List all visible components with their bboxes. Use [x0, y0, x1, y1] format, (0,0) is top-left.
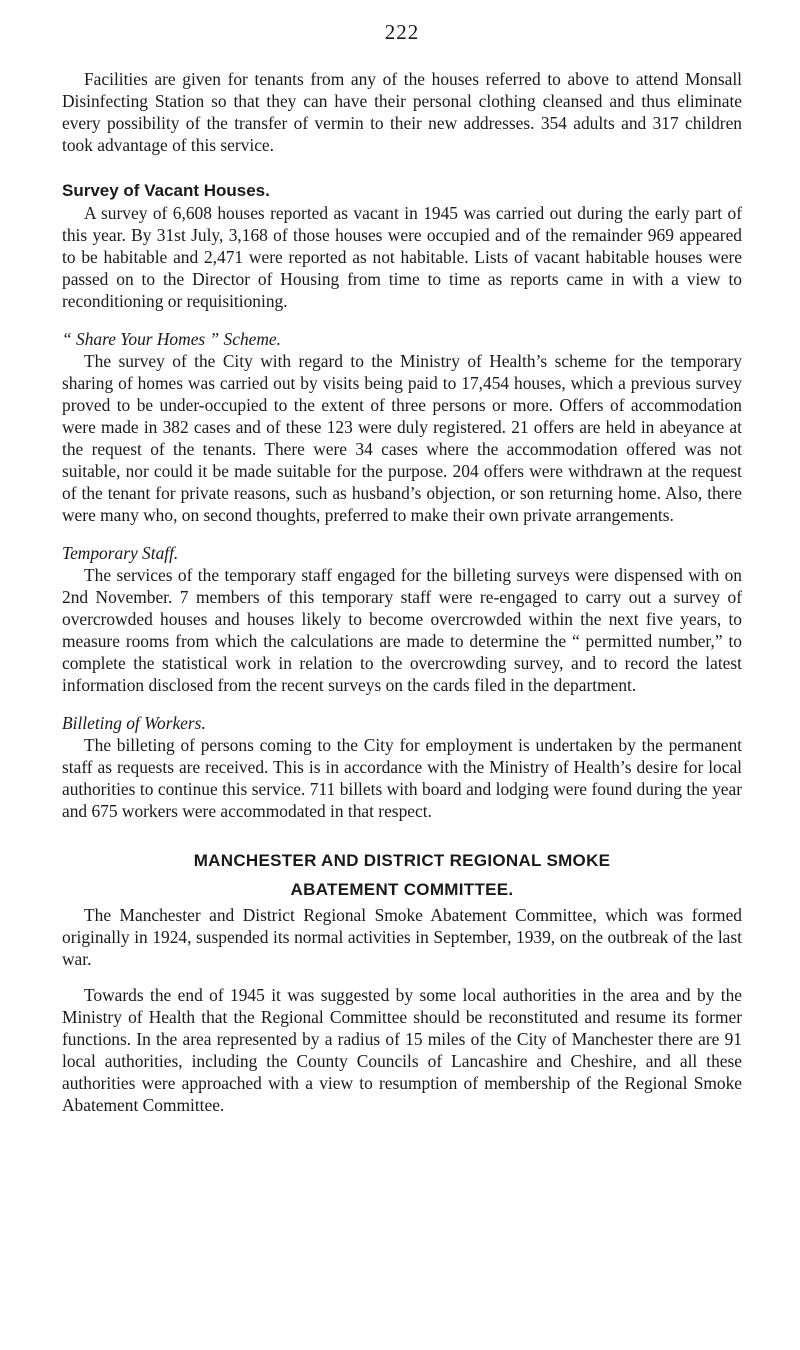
- smoke-abatement-section-title: [62, 846, 742, 904]
- smoke-committee-paragraph-2: Towards the end of 1945 it was suggested by some local authorities in the area and by the Ministry of Health that the Regional Committee should be reconstituted and resume its former functions. In the area represented by a radius of 15 miles of the City of Manchester there are 91 local authorities, including the County Councils of Lancashire and Cheshire, and all these authorities were approached with a view to resumption of membership of the Regional Smoke Abatement Committee.: [62, 985, 742, 1115]
- survey-vacant-houses-heading: Survey of Vacant Houses.: [62, 181, 270, 200]
- smoke-committee-paragraph-1: The Manchester and District Regional Smoke Abatement Committee, which was formed originally in 1924, suspended its normal activities in September, 1939, on the outbreak of the last war.: [62, 905, 742, 969]
- share-your-homes-heading: “ Share Your Homes ” Scheme.: [62, 329, 281, 349]
- billeting-workers-heading: Billeting of Workers.: [62, 713, 206, 733]
- smoke-title-line-2: ABATEMENT COMMITTEE.: [290, 880, 514, 899]
- share-your-homes-paragraph: The survey of the City with regard to the Ministry of Health’s scheme for the temporary sharing of homes was carried out by visits being paid to 17,454 houses, which a previous survey proved to be under-occupied to the extent of three persons or more. Offers of accommodation were made in 382 cases and of these 123 were duly registered. 21 offers are held in abeyance at the request of the tenants. There were 34 cases where the accommodation offered was not suitable, nor could it be made suitable for the purpose. 204 offers were withdrawn at the request of the tenant for private reasons, such as husband’s objection, or son returning home. Also, there were many who, on second thoughts, preferred to make their own private arrangements.: [62, 351, 742, 525]
- survey-vacant-houses-paragraph: A survey of 6,608 houses reported as vacant in 1945 was carried out during the early part of this year. By 31st July, 3,168 of those houses were occupied and of the remainder 969 appeared to be habitable and 2,471 were reported as not habitable. Lists of vacant habitable houses were passed on to the Director of Housing from time to time as reports came in with a view to reconditioning or requisitioning.: [62, 203, 742, 311]
- document-page: [62, 0, 742, 1116]
- smoke-title-line-1: MANCHESTER AND DISTRICT REGIONAL SMOKE: [193, 851, 611, 870]
- temporary-staff-paragraph: The services of the temporary staff engaged for the billeting surveys were dispensed with on 2nd November. 7 members of this temporary staff were re-engaged to carry out a survey of overcrowded houses and houses likely to become overcrowded within the next five years, to measure rooms from which the calculations are made to determine the “ permitted number,” to complete the statistical work in relation to the overcrowding survey, and to record the latest information disclosed from the recent surveys on the cards filed in the department.: [62, 565, 742, 695]
- page-number: 222: [384, 20, 420, 44]
- temporary-staff-heading: Temporary Staff.: [62, 543, 179, 563]
- billeting-workers-paragraph: The billeting of persons coming to the City for employment is undertaken by the permanent staff as requests are received. This is in accordance with the Ministry of Health’s desire for local authorities to continue this service. 711 billets with board and lodging were found during the year and 675 workers were accommodated in that respect.: [62, 735, 742, 821]
- disinfecting-paragraph: Facilities are given for tenants from any of the houses referred to above to attend Monsall Disinfecting Station so that they can have their personal clothing cleansed and thus eliminate every possibility of the transfer of vermin to their new addresses. 354 adults and 317 children took advantage of this service.: [62, 69, 742, 155]
